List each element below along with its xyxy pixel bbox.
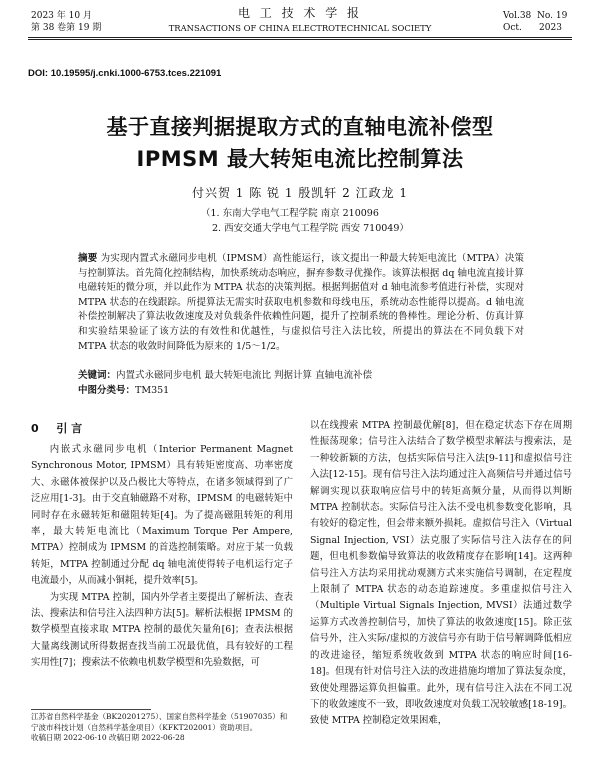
- affiliation-1: （1. 东南大学电气工程学院 南京 210096: [201, 208, 379, 219]
- abstract-text: 为实现内置式永磁同步电机（IPMSM）高性能运行，该文提出一种最大转矩电流比（MTPA）决策与控制算法。首先简化控制结构，加快系统动态响应，摒弃参数寻优操作。该算法根据 dq 轴电流直接计算电磁转矩的微分项，并以此作为 MTPA 状态的决策判据。根据判据值对 d 轴电流参考值进行补偿，实现对 MTPA 状态的在线跟踪。所提算法无需实时获取电机参数和母线电压，系统动态性能得以提高。d 轴电流补偿控制解决了算法收敛速度及对负载条件依赖性问题，提升了控制系统的鲁棒性。理论分析、仿真计算和实验结果验证了该方法的有效性和优越性，与虚拟信号注入法比较，所提出的算法在不同负载下对 MTPA 状态的收敛时间降低为原来的 1/5～1/2。: [78, 253, 524, 352]
- clc-text: TM351: [135, 385, 170, 396]
- abstract-label: 摘要: [78, 253, 98, 264]
- vol-no: Vol.38 No. 19: [503, 11, 568, 21]
- keywords-label: 关键词：: [78, 370, 117, 381]
- issue-date: 2023 年 10 月: [31, 11, 92, 21]
- left-column: [31, 442, 293, 706]
- keywords-text: 内置式永磁同步电机 最大转矩电流比 判据计算 直轴电流补偿: [116, 370, 373, 381]
- title-line-1: 基于直接判据提取方式的直轴电流补偿型: [106, 115, 494, 139]
- section-heading: [31, 420, 82, 436]
- right-column: [310, 418, 572, 763]
- section-number: 0: [31, 422, 39, 435]
- journal-title-cn: 电 工 技 术 学 报: [237, 6, 363, 20]
- doi: DOI: 10.19595/j.cnki.1000-6753.tces.221091: [28, 68, 222, 79]
- section-title: 引 言: [56, 422, 83, 435]
- title-line-2: IPMSM 最大转矩电流比控制算法: [136, 147, 464, 171]
- clc-number: [78, 384, 169, 398]
- clc-label: 中图分类号：: [78, 385, 136, 396]
- footnote: [31, 712, 293, 744]
- header-rule: [28, 37, 572, 38]
- abstract: [78, 252, 524, 354]
- journal-title-en: TRANSACTIONS OF CHINA ELECTROTECHNICAL SOCIETY: [168, 23, 432, 33]
- header-rule-2: [28, 39, 572, 40]
- footnote-rule: [31, 709, 151, 710]
- affiliation-2: 2. 西安交通大学电气工程学院 西安 710049）: [212, 223, 409, 234]
- volume-issue: 第 38 卷第 19 期: [31, 23, 102, 33]
- month-year: Oct. 2023: [503, 23, 562, 33]
- received-date: 收稿日期 2022-06-10 改稿日期 2022-06-28: [31, 733, 185, 742]
- paragraph: 以在线搜索 MTPA 控制最优解[8]，但在稳定状态下存在周期性振荡现象；信号注入法结合了数学模型求解法与搜索法，是一种较新颖的方法，包括实际信号注入法[9-11]和虚拟信号注入法[12-15]。现有信号注入法均通过注入高频信号并通过信号解调实现以获取响应信号中的转矩高频分量，从而得以判断 MTPA 控制状态。实际信号注入法不受电机参数变化影响，具有较好的稳定性，但会带来额外损耗。虚拟信号注入（Virtual Signal Injection, VSI）法克服了实际信号注入法存在的问题，但电机参数偏导致算法的收敛精度存在影响[14]。这两种信号注入方法均采用扰动观测方式来实施信号调制，在定程度上限制了 MTPA 状态的动态追踪速度。多重虚拟信号注入（Multiple Virtual Signals Injection, MVSI）法通过数学运算方式改善控制信号，加快了算法的收敛速度[15]。除正弦信号外，注入实际/虚拟的方波信号亦有助于信号解调降低相应的改进途径，缩短系统收敛到 MTPA 状态的响应时间[16-18]。但现有针对信号注入法的改进措施均增加了算法复杂度，致使处理器运算负担偏重。此外，现有信号注入法在不同工况下的收敛速度不一致，即收敛速度对负载工况较敏感[18-19]。致使 MTPA 控制稳定效果困难，: [310, 420, 572, 727]
- paragraph: 为实现 MTPA 控制，国内外学者主要提出了解析法、查表法、搜索法和信号注入法四种方法[5]。解析法根据 IPMSM 的数学模型直接求取 MTPA 控制的最优矢量角[6]；查表法根据大量离线测试所得数据查找当前工况最优值，具有较好的工程实用性[7]；搜索法不依赖电机数学模型和先验数据，可: [31, 591, 293, 669]
- authors: 付兴贺 1 陈 锐 1 殷凯轩 2 江政龙 1: [191, 186, 409, 200]
- paragraph: 内嵌式永磁同步电机（Interior Permanent Magnet Synchronous Motor, IPMSM）具有转矩密度高、功率密度大、永磁体被保护以及凸极比大等特点，在诸多领域得到了广泛应用[1-3]。由于交直轴磁路不对称，IPMSM 的电磁转矩中同时存在永磁转矩和磁阻转矩[4]。为了提高磁阻转矩的利用率，最大转矩电流比（Maximum Torque Per Ampere, MTPA）控制成为 IPMSM 的首选控制策略。对应于某一负载转矩，MTPA 控制通过分配 dq 轴电流使得转子电机运行定子电流最小，从而减小铜耗，提升效率[5]。: [31, 444, 293, 587]
- funding-note: 江苏省自然科学基金（BK20201275）、国家自然科学基金（51907035）和宁波市科技计划（自然科学基金项目）（KFKT202001）资助项目。: [31, 712, 288, 732]
- keywords: [78, 369, 524, 383]
